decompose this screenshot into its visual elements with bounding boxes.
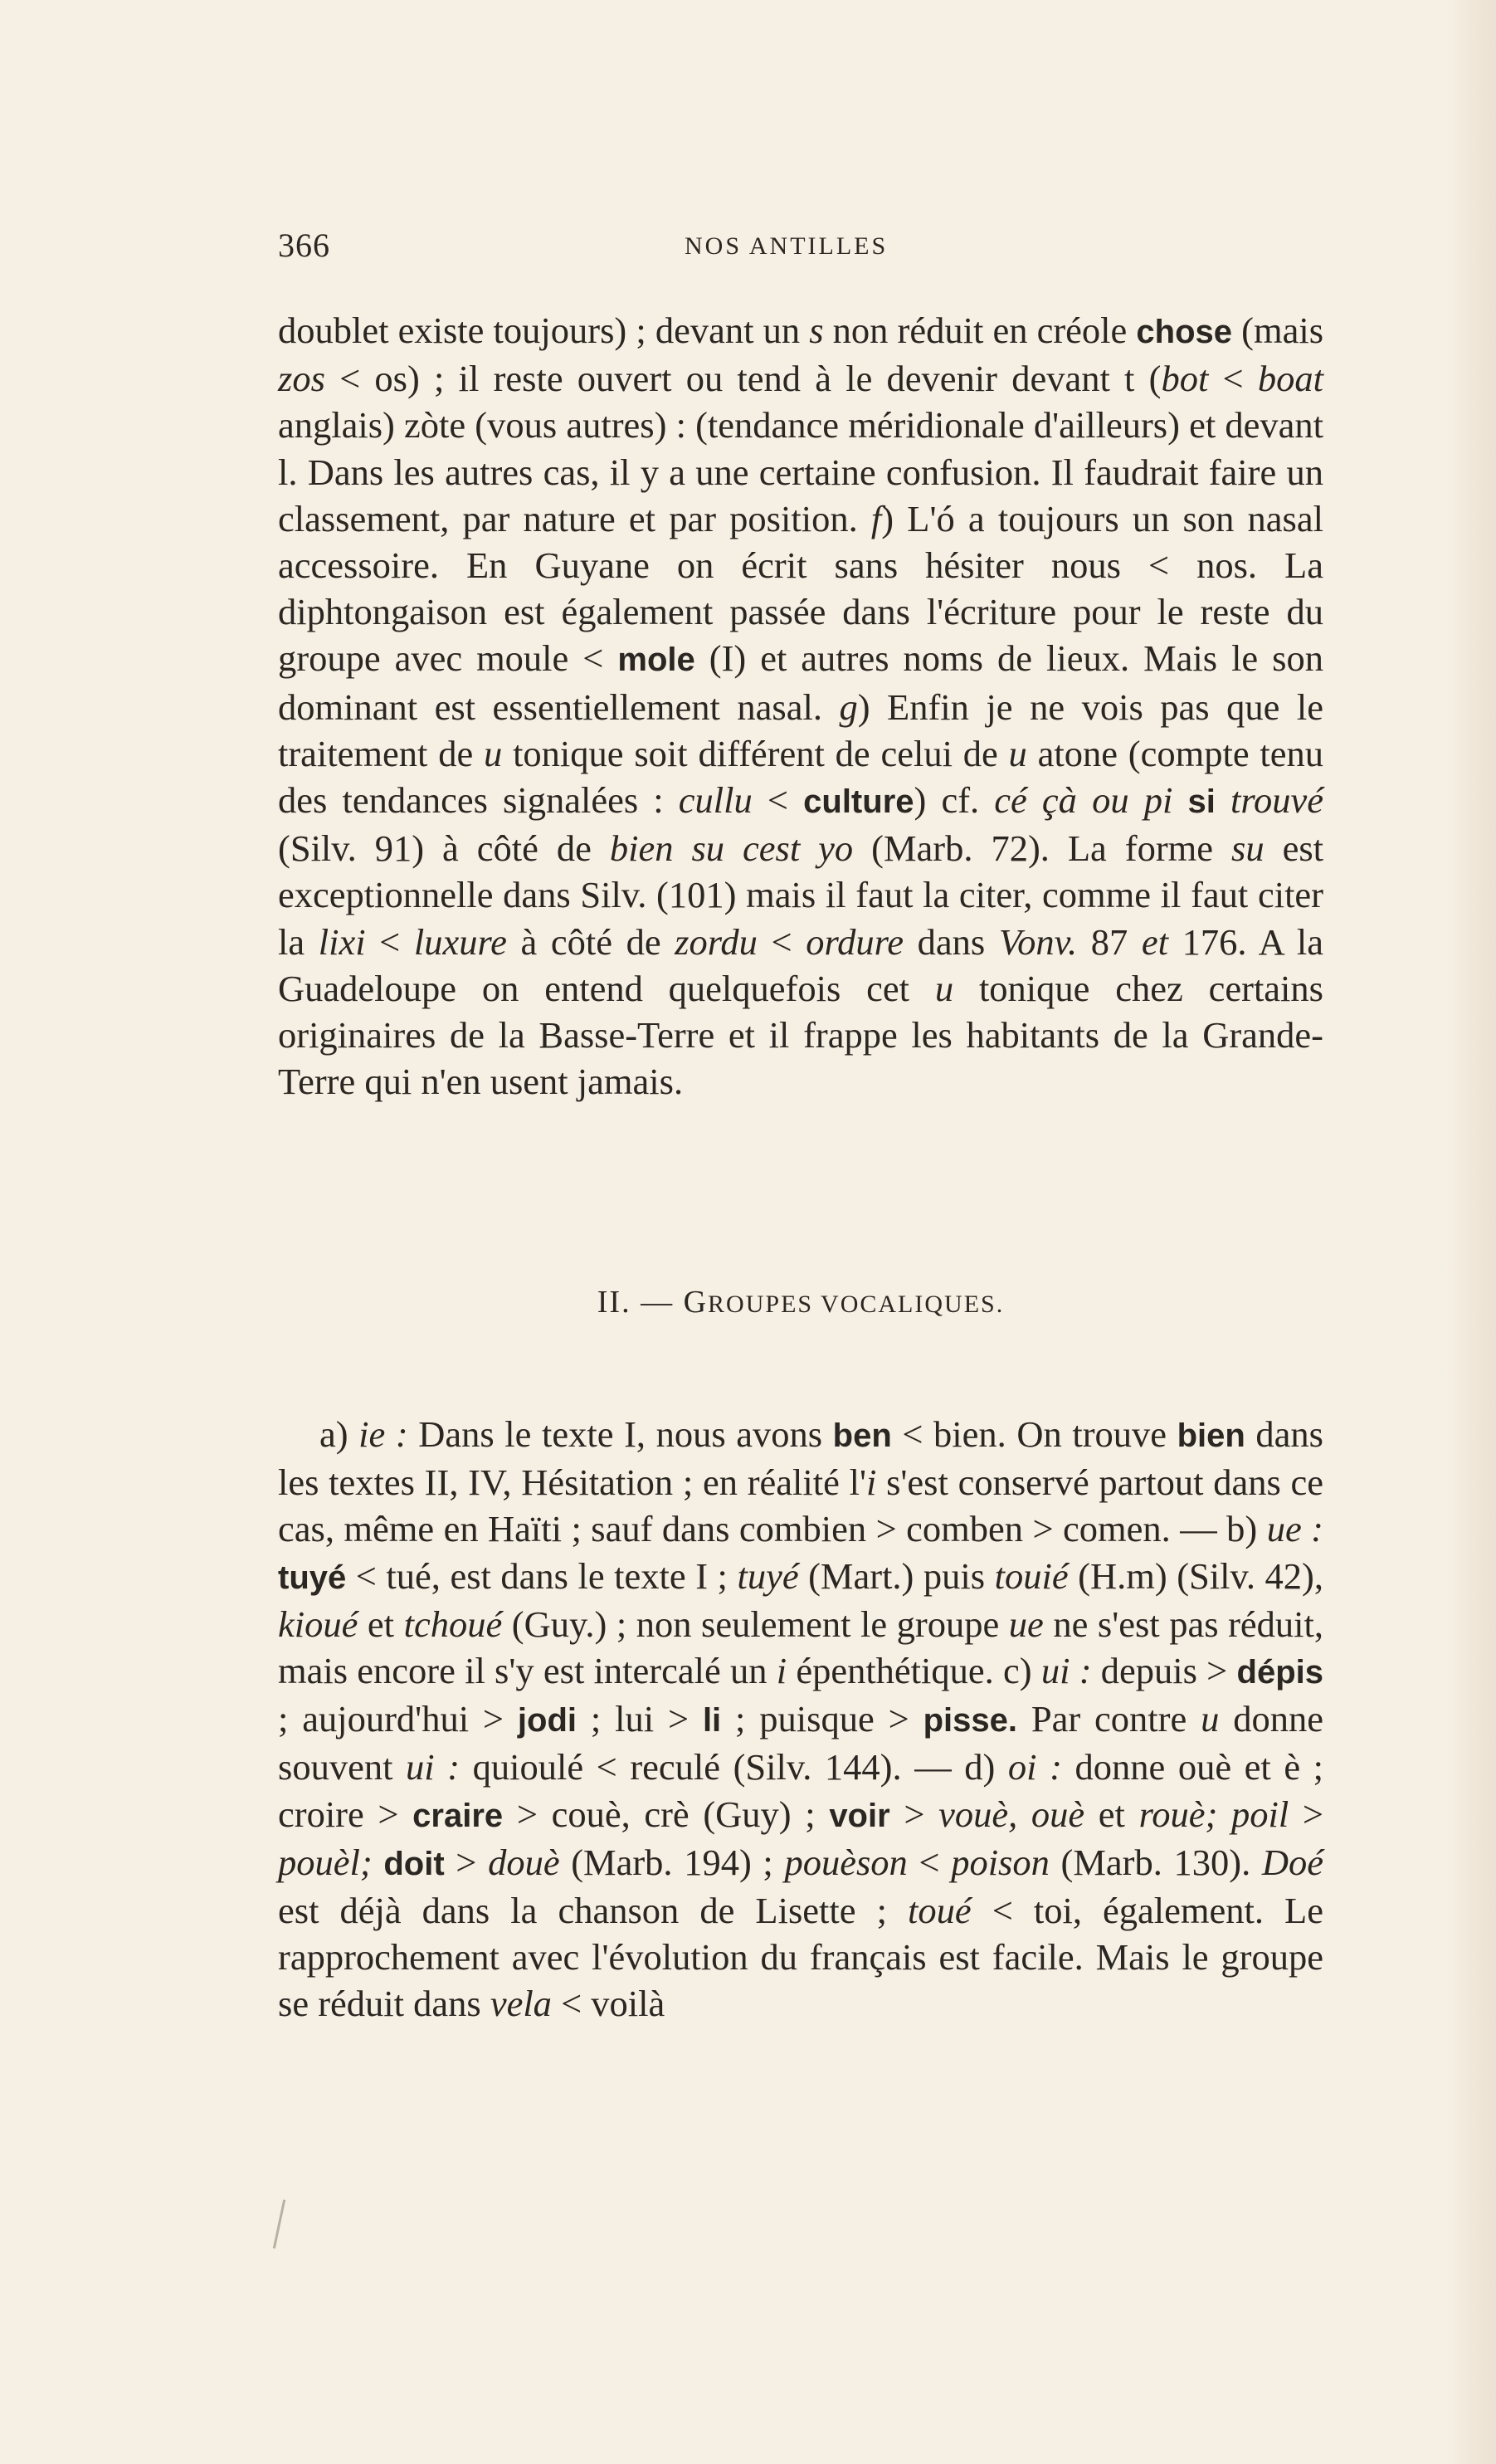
section-number: II. — — [597, 1285, 675, 1320]
section-heading — [278, 1284, 1323, 1320]
section-title: ROUPES VOCALIQUES. — [708, 1291, 1005, 1318]
body-paragraph-2 — [278, 1411, 1323, 2027]
page-number: 366 — [278, 227, 330, 264]
pencil-mark — [273, 2199, 285, 2248]
body-paragraph-1 — [278, 307, 1323, 1105]
section-title-initial: G — [683, 1285, 709, 1320]
page-shadow-edge — [1446, 0, 1496, 2464]
page-header — [278, 226, 1323, 267]
paragraph-text: a) ie : Dans le texte I, nous avons ben < bien. On trouve bien dans les textes II, IV, Hésitation ; en réalité l'i s'est conservé partout dans ce cas, même en Haïti ; sauf dans combien > comben > comen. — b) ue : tuyé < tué, est dans le texte I ; tuyé (Mart.) puis touié (H.m) (Silv. 42), kioué et tchoué (Guy.) ; non seulement le groupe ue ne s'est pas réduit, mais encore il s'y est intercalé un i épenthétique. c) ui : depuis > dépis ; aujourd'hui > jodi ; lui > li ; puisque > pisse. Par contre u donne souvent ui : quioulé < reculé (Silv. 144). — d) oi : donne ouè et è ; croire > craire > couè, crè (Guy) ; voir > vouè, ouè et rouè; poil > pouèl; doit > douè (Marb. 194) ; pouèson < poison (Marb. 130). Doé est déjà dans la chanson de Lisette ; toué < toi, également. Le rapprochement avec l'évolution du français est facile. Mais le groupe se réduit dans vela < voilà — [278, 1413, 1324, 2025]
paragraph-text: doublet existe toujours) ; devant un s non réduit en créole chose (mais zos < os) ; il reste ouvert ou tend à le devenir devant t (bot < boat anglais) zòte (vous autres) : (tendance méridionale d'ailleurs) et devant l. Dans les autres cas, il y a une certaine confusion. Il faudrait faire un classement, par nature et par position. f) L'ó a toujours un son nasal accessoire. En Guyane on écrit sans hésiter nous < nos. La diphtongaison est également passée dans l'écriture pour le reste du groupe avec moule < mole (I) et autres noms de lieux. Mais le son dominant est essentiellement nasal. g) Enfin je ne vois pas que le traitement de u tonique soit différent de celui de u atone (compte tenu des tendances signalées : cullu < culture) cf. cé çà ou pi si trouvé (Silv. 91) à côté de bien su cest yo (Marb. 72). La forme su est exceptionnelle dans Silv. (101) mais il faut la citer, comme il faut citer la lixi < luxure à côté de zordu < ordure dans Vonv. 87 et 176. A la Guadeloupe on entend quelquefois cet u tonique chez certains originaires de la Basse-Terre et il frappe les habitants de la Grande-Terre qui n'en usent jamais. — [278, 310, 1324, 1103]
running-title: NOS ANTILLES — [685, 232, 889, 260]
